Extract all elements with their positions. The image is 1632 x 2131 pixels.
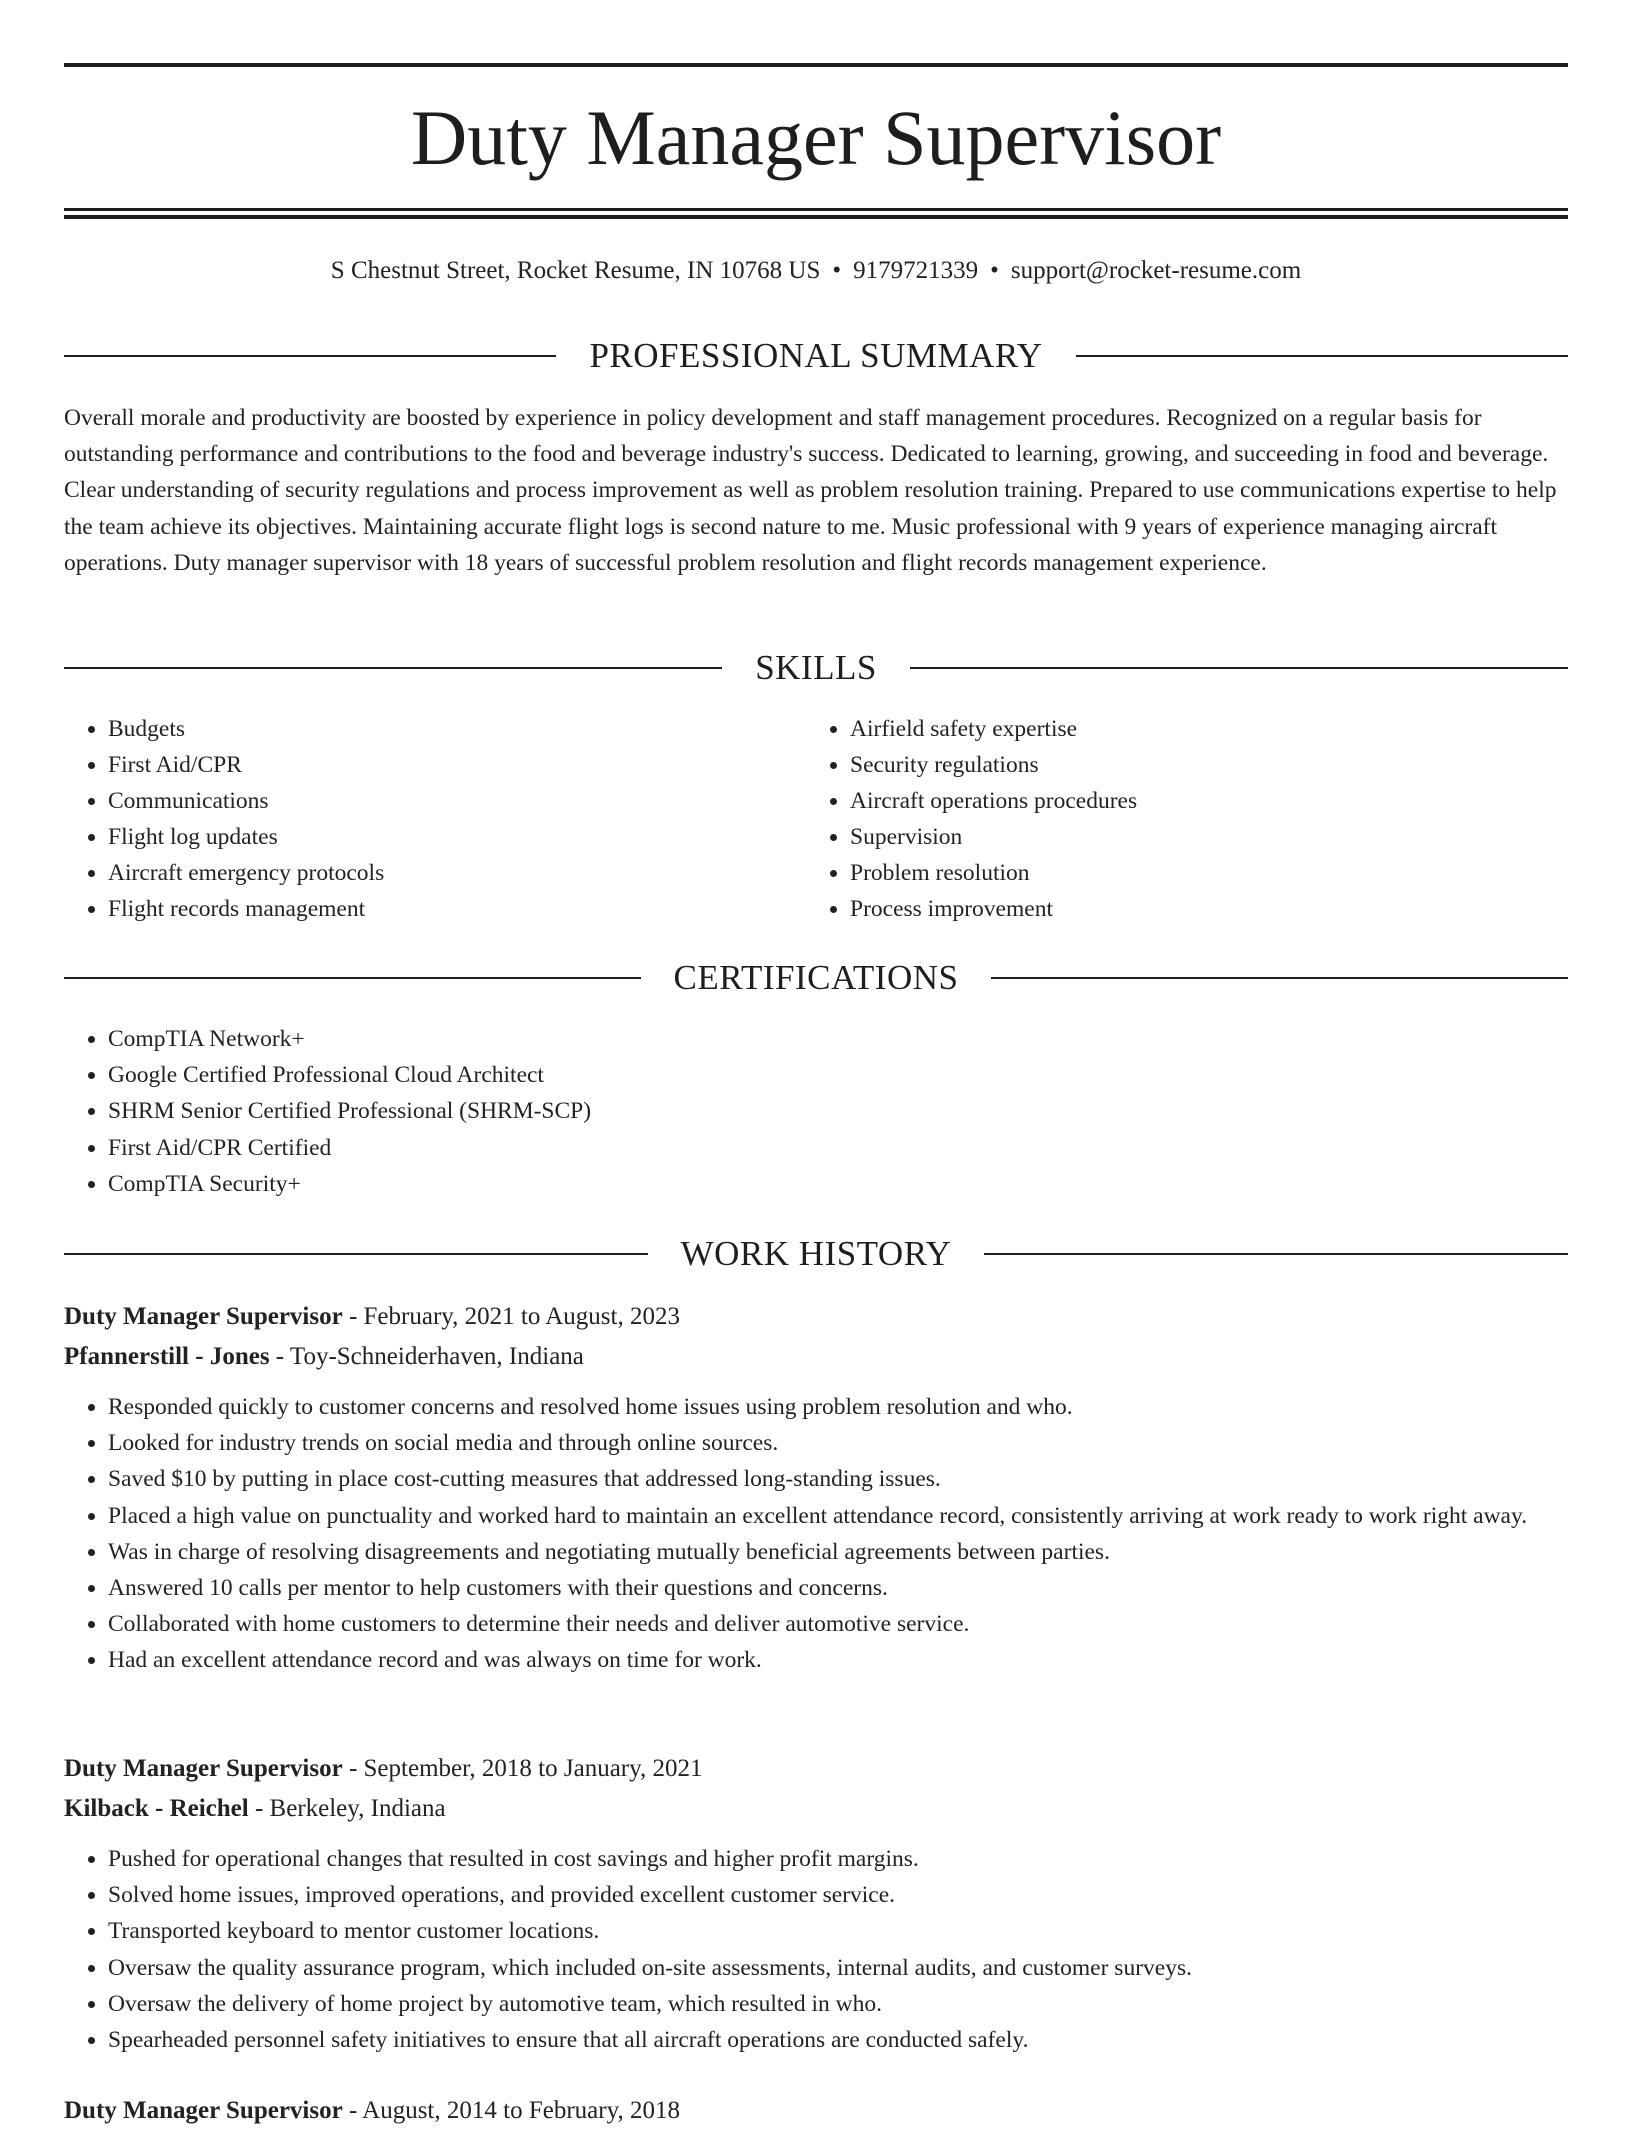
- job-bullet: • Oversaw the delivery of home project by automotive team, which resulted in who.: [108, 1986, 1568, 2022]
- job-bullet: • Saved $10 by putting in place cost-cutting measures that addressed long-standing issues.: [108, 1461, 1568, 1497]
- job-company: Pfannerstill - Jones: [64, 1343, 270, 1370]
- certification-item: • First Aid/CPR Certified: [108, 1130, 1568, 1166]
- job-company-line: [64, 1789, 1568, 1829]
- skill-item: • Aircraft emergency protocols: [108, 855, 804, 891]
- resume-name: Duty Manager Supervisor: [410, 94, 1222, 181]
- job-bullet: • Transported keyboard to mentor customer locations.: [108, 1913, 1568, 1949]
- job-location: - Berkeley, Indiana: [248, 1795, 446, 1822]
- certification-item: • SHRM Senior Certified Professional (SHRM-SCP): [108, 1093, 1568, 1129]
- job-bullet: • Answered 10 calls per mentor to help customers with their questions and concerns.: [108, 1570, 1568, 1606]
- job-title: Duty Manager Supervisor: [64, 2097, 343, 2124]
- job-title-line: [64, 1297, 1568, 1337]
- summary-heading: [64, 334, 1568, 378]
- job-bullet: • Oversaw the quality assurance program, which included on-site assessments, internal audits, and customer surveys.: [108, 1950, 1568, 1986]
- certification-item: • Google Certified Professional Cloud Architect: [108, 1057, 1568, 1093]
- job-title: Duty Manager Supervisor: [64, 1303, 343, 1330]
- job-bullet: • Spearheaded personnel safety initiatives to ensure that all aircraft operations are conducted safely.: [108, 2022, 1568, 2058]
- job-bullet: • Placed a high value on punctuality and worked hard to maintain an excellent attendance record, consistently arriving at work ready to work right away.: [108, 1498, 1568, 1534]
- skills-title: SKILLS: [755, 648, 877, 687]
- skill-item: • Communications: [108, 783, 804, 819]
- job-dates: - August, 2014 to February, 2018: [342, 2097, 680, 2124]
- job-company: Kilback - Reichel: [64, 1795, 249, 1822]
- job-bullet: • Looked for industry trends on social media and through online sources.: [108, 1425, 1568, 1461]
- certification-item: • CompTIA Security+: [108, 1166, 1568, 1202]
- job-entry: [64, 2091, 1568, 2131]
- job-title-line: [64, 2091, 1568, 2131]
- heading-rule-right: [1076, 355, 1568, 357]
- skill-item: • Airfield safety expertise: [850, 711, 1546, 747]
- job-bullet: • Pushed for operational changes that resulted in cost savings and higher profit margins.: [108, 1841, 1568, 1877]
- skill-item: • Security regulations: [850, 747, 1546, 783]
- heading-rule-right: [991, 977, 1568, 979]
- contact-separator: •: [832, 257, 842, 284]
- skill-item: • First Aid/CPR: [108, 747, 804, 783]
- job-bullet: • Had an excellent attendance record and was always on time for work.: [108, 1642, 1568, 1678]
- certifications-list: [64, 1021, 1568, 1202]
- top-rule: [64, 63, 1568, 67]
- job-company-line: [64, 1337, 1568, 1377]
- heading-rule-right: [910, 667, 1568, 669]
- certification-item: • CompTIA Network+: [108, 1021, 1568, 1057]
- job-dates: - September, 2018 to January, 2021: [342, 1755, 703, 1782]
- summary-title: PROFESSIONAL SUMMARY: [589, 336, 1043, 375]
- job-bullet: • Responded quickly to customer concerns and resolved home issues using problem resolution and who.: [108, 1389, 1568, 1425]
- skills-heading: [64, 646, 1568, 690]
- skill-item: • Budgets: [108, 711, 804, 747]
- skills-column-left: [64, 711, 804, 927]
- job-title-line: [64, 1749, 1568, 1789]
- job-bullet: • Solved home issues, improved operations, and provided excellent customer service.: [108, 1877, 1568, 1913]
- skill-item: • Problem resolution: [850, 855, 1546, 891]
- contact-email: support@rocket-resume.com: [1010, 257, 1302, 284]
- work-history-title: WORK HISTORY: [680, 1234, 952, 1273]
- skill-item: • Process improvement: [850, 891, 1546, 927]
- job-location: - Toy-Schneiderhaven, Indiana: [269, 1343, 584, 1370]
- contact-line: [64, 254, 1568, 288]
- job-bullet: • Was in charge of resolving disagreements and negotiating mutually beneficial agreements between parties.: [108, 1534, 1568, 1570]
- contact-address: S Chestnut Street, Rocket Resume, IN 10768 US: [330, 257, 821, 284]
- certifications-heading: [64, 956, 1568, 1000]
- job-bullet: • Collaborated with home customers to determine their needs and deliver automotive service.: [108, 1606, 1568, 1642]
- certifications-title: CERTIFICATIONS: [673, 958, 959, 997]
- heading-rule-left: [64, 977, 641, 979]
- summary-text: Overall morale and productivity are boosted by experience in policy development and staff management procedures. Recognized on a regular basis for outstanding performance and contributions to the food and beverage industry's success. Dedicated to learning, growing, and succeeding in food and beverage. Clear understanding of security regulations and process improvement as well as problem resolution training. Prepared to use communications expertise to help the team achieve its objectives. Maintaining accurate flight logs is second nature to me. Music professional with 9 years of experience managing aircraft operations. Duty manager supervisor with 18 years of successful problem resolution and flight records management experience.: [64, 405, 1557, 576]
- skills-column-right: [806, 711, 1546, 927]
- job-title: Duty Manager Supervisor: [64, 1755, 343, 1782]
- heading-rule-right: [984, 1253, 1568, 1255]
- skill-item: • Flight log updates: [108, 819, 804, 855]
- heading-rule-left: [64, 667, 722, 669]
- heading-rule-left: [64, 1253, 648, 1255]
- skill-item: • Aircraft operations procedures: [850, 783, 1546, 819]
- job-dates: - February, 2021 to August, 2023: [342, 1303, 680, 1330]
- skill-item: • Flight records management: [108, 891, 804, 927]
- heading-rule-left: [64, 355, 556, 357]
- job-entry: [64, 1297, 1568, 1679]
- skill-item: • Supervision: [850, 819, 1546, 855]
- header-rule-upper: [64, 208, 1568, 211]
- header-rule-lower: [64, 215, 1568, 219]
- contact-separator: •: [990, 257, 999, 284]
- job-entry: [64, 1749, 1568, 2058]
- contact-phone: 9179721339: [853, 257, 979, 284]
- work-history-heading: [64, 1232, 1568, 1276]
